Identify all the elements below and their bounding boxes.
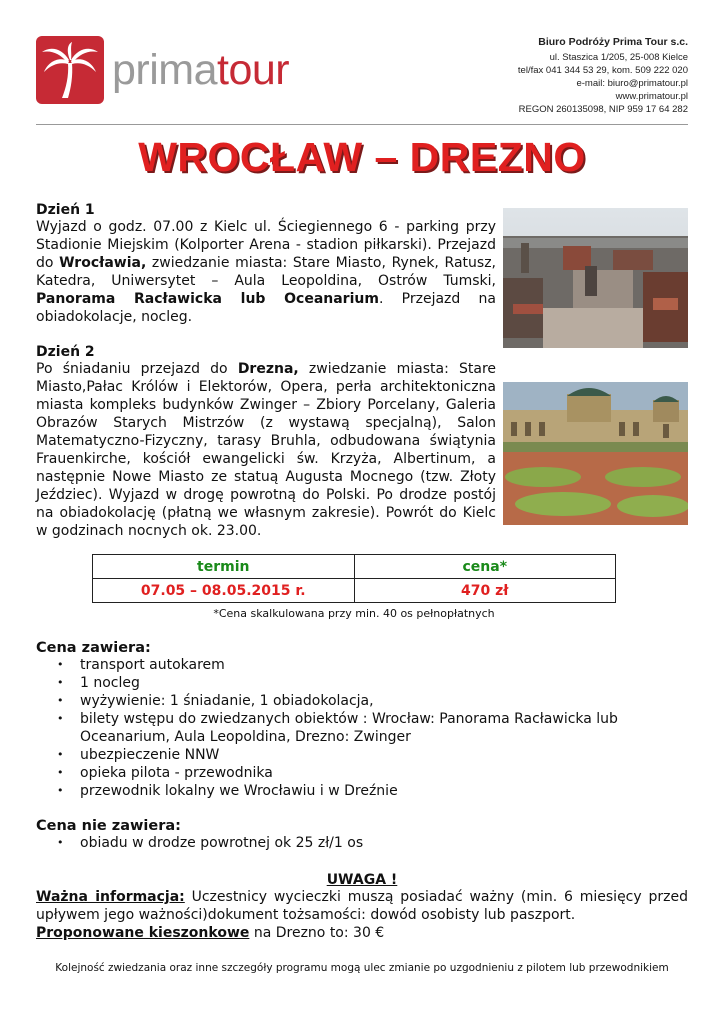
notice-text: Ważna informacja: Uczestnicy wycieczki muszą posiadać ważny (min. 6 miesięcy przed upływem jego ważności)dokument tożsamości: dowód osobisty lub paszport. Proponowane kieszonkowe na Drezno to: 30 € <box>36 889 688 941</box>
excludes-section <box>36 818 688 852</box>
wroclaw-photo <box>503 208 688 348</box>
list-item: • ubezpieczenie NNW <box>36 746 688 764</box>
excludes-heading: Cena nie zawiera: <box>36 818 181 834</box>
company-website[interactable]: www.primatour.pl <box>615 91 688 102</box>
header-divider <box>36 124 688 125</box>
price-table-header-termin: termin <box>93 555 355 579</box>
list-item: • opieka pilota - przewodnika <box>36 764 688 782</box>
list-item: • wyżywienie: 1 śniadanie, 1 obiadokolacja, <box>36 692 688 710</box>
logo-part-tour: tour <box>217 46 290 94</box>
price-table <box>92 554 616 603</box>
footer-note: Kolejność zwiedzania oraz inne szczegóły programu mogą ulec zmianie po uzgodnieniu z pilotem lub przewodnikiem <box>55 962 669 974</box>
company-phones: tel/fax 041 344 53 29, kom. 509 222 020 <box>517 65 688 76</box>
company-name: Biuro Podróży Prima Tour s.c. <box>538 36 688 48</box>
list-item: • przewodnik lokalny we Wrocławiu i w Dreźnie <box>36 782 688 800</box>
logo-palm-icon <box>36 36 104 104</box>
day1-heading: Dzień 1 <box>36 202 95 218</box>
notice-label-pocket-money: Proponowane kieszonkowe <box>36 925 250 941</box>
includes-heading: Cena zawiera: <box>36 640 151 656</box>
list-item: • 1 nocleg <box>36 674 688 692</box>
company-info <box>518 36 688 116</box>
company-address: ul. Staszica 1/205, 25-008 Kielce <box>549 52 688 63</box>
day2-heading: Dzień 2 <box>36 344 95 360</box>
excludes-list <box>36 834 688 852</box>
includes-section <box>36 640 688 800</box>
price-table-date: 07.05 – 08.05.2015 r. <box>93 579 355 603</box>
includes-list <box>36 656 688 800</box>
list-item: • bilety wstępu do zwiedzanych obiektów : Wrocław: Panorama Racławicka lub Oceanarium, Aula Leopoldina, Drezno: Zwinger <box>36 710 688 746</box>
price-note: *Cena skalkulowana przy min. 40 os pełnopłatnych <box>213 607 495 620</box>
notice-heading: UWAGA ! <box>326 872 398 888</box>
company-email[interactable]: e-mail: biuro@primatour.pl <box>576 78 688 89</box>
page-title: WROCŁAW – DREZNO <box>138 134 586 180</box>
day1-text: Wyjazd o godz. 07.00 z Kielc ul. Ściegiennego 6 - parking przy Stadionie Miejskim (Kolporter Arena - stadion piłkarski). Przejazd do Wrocławia, zwiedzanie miasta: Stare Miasto, Rynek, Ratusz, Katedra, Uniwersytet – Aula Leopoldina, Ostrów Tumski, Panorama Racławicka lub Oceanarium. Przejazd na obiadokolacje, nocleg. <box>36 219 496 325</box>
list-item: • transport autokarem <box>36 656 688 674</box>
notice-label-important: Ważna informacja: <box>36 889 185 905</box>
price-table-price: 470 zł <box>354 579 616 603</box>
company-regon: REGON 260135098, NIP 959 17 64 282 <box>518 104 688 115</box>
day2-text: Po śniadaniu przejazd do Drezna, zwiedzanie miasta: Stare Miasto,Pałac Królów i Elektorów, Opera, perła architektoniczna miasta kompleks budynków Zwinger – Zbiory Porcelany, Galeria Obrazów Starych Mistrzów (z wystawą specjalną), Salon Matematyczno-Fizyczny, tarasy Bruhla, odbudowana świątynia Frauenkirche, kościół ewangelicki św. Krzyża, Albertinum, a następnie Nowe Miasto ze statuą Augusta Mocnego (tzw. Złoty Jeździec). Wyjazd w drogę powrotną do Polski. Po drodze postój na obiadokolację (płatną we własnym zakresie). Powrót do Kielc w godzinach nocnych ok. 23.00. <box>36 361 497 539</box>
day2-section <box>36 344 496 540</box>
logo-wordmark <box>112 46 289 94</box>
logo-part-prima: prima <box>112 46 218 94</box>
dresden-zwinger-photo <box>503 382 688 525</box>
price-table-header-cena: cena* <box>354 555 616 579</box>
day1-section <box>36 202 496 326</box>
list-item: • obiadu w drodze powrotnej ok 25 zł/1 os <box>36 834 688 852</box>
